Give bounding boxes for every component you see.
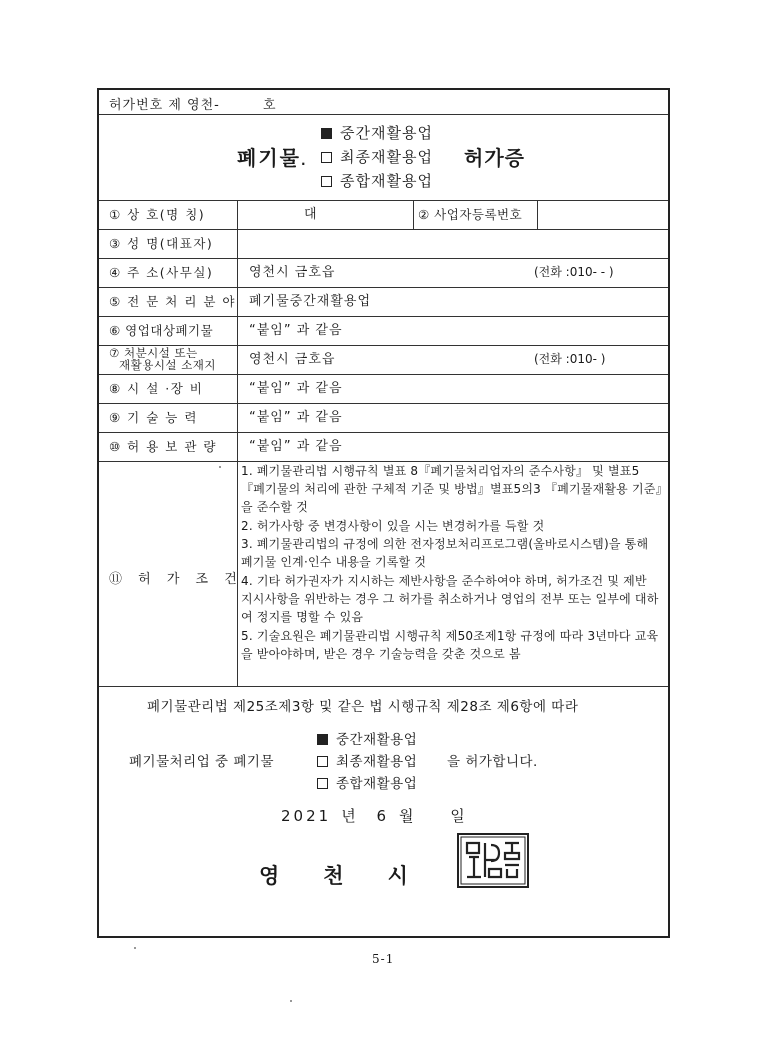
condition-item: 4. 기타 허가권자가 지시하는 제반사항을 준수하여야 하며, 허가조건 및 제반 지시사항을 위반하는 경우 그 허가를 취소하거나 영업의 전부 또는 일부에 대하여 정지를 명할 수 있음 xyxy=(241,574,659,624)
field-row-specialty: ⑤ 전 문 처 리 분 야 폐기물중간재활용업 xyxy=(99,287,668,316)
condition-item: 3. 폐기물관리법의 규정에 의한 전자정보처리프로그램(올바로시스템)을 통해 폐기물 인계·인수 내용을 기록할 것 xyxy=(241,537,649,569)
title-option-final: 최종재활용업 xyxy=(321,146,433,167)
facility-location-label: ⑦ 처분시설 또는 재활용시설 소재지 xyxy=(109,346,217,372)
field-row-trade-name: ① 상 호(명 칭) 대 ② 사업자등록번호 xyxy=(99,200,668,229)
title-suffix: 허가증 xyxy=(464,146,525,170)
official-seal-stamp xyxy=(457,833,529,888)
condition-item: 5. 기술요원은 폐기물관리법 시행규칙 제50조제1항 규정에 따라 3년마다 교육을 받아야하며, 받은 경우 기술능력을 갖춘 것으로 봄 xyxy=(241,629,659,661)
divider xyxy=(99,114,668,115)
grant-text-left: 폐기물처리업 중 폐기물 xyxy=(129,754,274,770)
condition-item: 1. 폐기물관리법 시행규칙 별표 8『폐기물처리업자의 준수사항』 및 별표5『폐기물의 처리에 관한 구체적 기준 및 방법』별표5의3 『폐기물재활용 기준』을 준수할 것 xyxy=(241,464,662,514)
field-row-technical: ⑨ 기 술 능 력 “붙임” 과 같음 xyxy=(99,403,668,432)
scan-speck xyxy=(219,466,221,468)
checked-box-icon xyxy=(321,128,332,139)
permit-number: 허가번호 제 영천- 호 xyxy=(109,98,277,113)
unchecked-box-icon xyxy=(317,756,328,767)
issue-date: 2021 년 6 월 일 xyxy=(281,807,468,825)
legal-basis: 폐기물관리법 제25조제3항 및 같은 법 시행규칙 제28조 제6항에 따라 xyxy=(147,699,579,715)
issuer-name: 영천시 xyxy=(259,864,452,888)
conditions-section: ⑪ 허 가 조 건 1. 폐기물관리법 시행규칙 별표 8『폐기물처리업자의 준수사항』 및 별표5『폐기물의 처리에 관한 구체적 기준 및 방법』별표5의3 『폐기물재활용 기준』을 준수할 것 2. 허가사항 중 변경사항이 있을 시는 변경허가를 득할 것 3. 폐기물관리법의 규정에 의한 전자정보처리프로그램(올바로시스템)을 통해 폐기물 인계·인수 내용을 기록할 것 4. 기타 허가권자가 지시하는 제반사항을 준수하여야 하며, 허가조건 및 제반 지시사항을 위반하는 경우 그 허가를 취소하거나 영업의 전부 또는 일부에 대하여 정지를 명할 수 있음 5. 기술요원은 폐기물관리법 시행규칙 제50조제1항 규정에 따라 3년마다 교육을 받아야하며, 받은 경우 기술능력을 갖춘 것으로 봄 xyxy=(99,461,668,686)
grant-option-comprehensive: 종합재활용업 xyxy=(317,772,417,792)
title-option-intermediate: 중간재활용업 xyxy=(321,122,433,143)
unchecked-box-icon xyxy=(317,778,328,789)
checked-box-icon xyxy=(317,734,328,745)
grant-option-final: 최종재활용업 xyxy=(317,750,417,770)
scan-speck xyxy=(134,947,136,949)
unchecked-box-icon xyxy=(321,176,332,187)
title-option-comprehensive: 종합재활용업 xyxy=(321,170,433,191)
field-row-equipment: ⑧ 시 설 ·장 비 “붙임” 과 같음 xyxy=(99,374,668,403)
field-row-address: ④ 주 소(사무실) 영천시 금호읍 (전화 :010- - ) xyxy=(99,258,668,287)
permit-document xyxy=(97,88,670,938)
field-row-storage: ⑩ 허 용 보 관 량 “붙임” 과 같음 xyxy=(99,432,668,461)
page-number: 5-1 xyxy=(372,952,395,966)
field-row-name: ③ 성 명(대표자) xyxy=(99,229,668,258)
unchecked-box-icon xyxy=(321,152,332,163)
field-row-facility-location: ⑦ 처분시설 또는 재활용시설 소재지 영천시 금호읍 (전화 :010- ) xyxy=(109,346,606,372)
document-title xyxy=(99,122,668,192)
grant-text-right: 을 허가합니다. xyxy=(447,754,538,770)
title-prefix: 폐기물. xyxy=(237,146,308,170)
scan-speck xyxy=(290,1000,292,1002)
condition-item: 2. 허가사항 중 변경사항이 있을 시는 변경허가를 득할 것 xyxy=(241,519,545,533)
grant-option-intermediate: 중간재활용업 xyxy=(317,728,417,748)
seal-icon xyxy=(459,835,527,886)
field-row-target-waste: ⑥ 영업대상폐기물 “붙임” 과 같음 xyxy=(99,316,668,345)
